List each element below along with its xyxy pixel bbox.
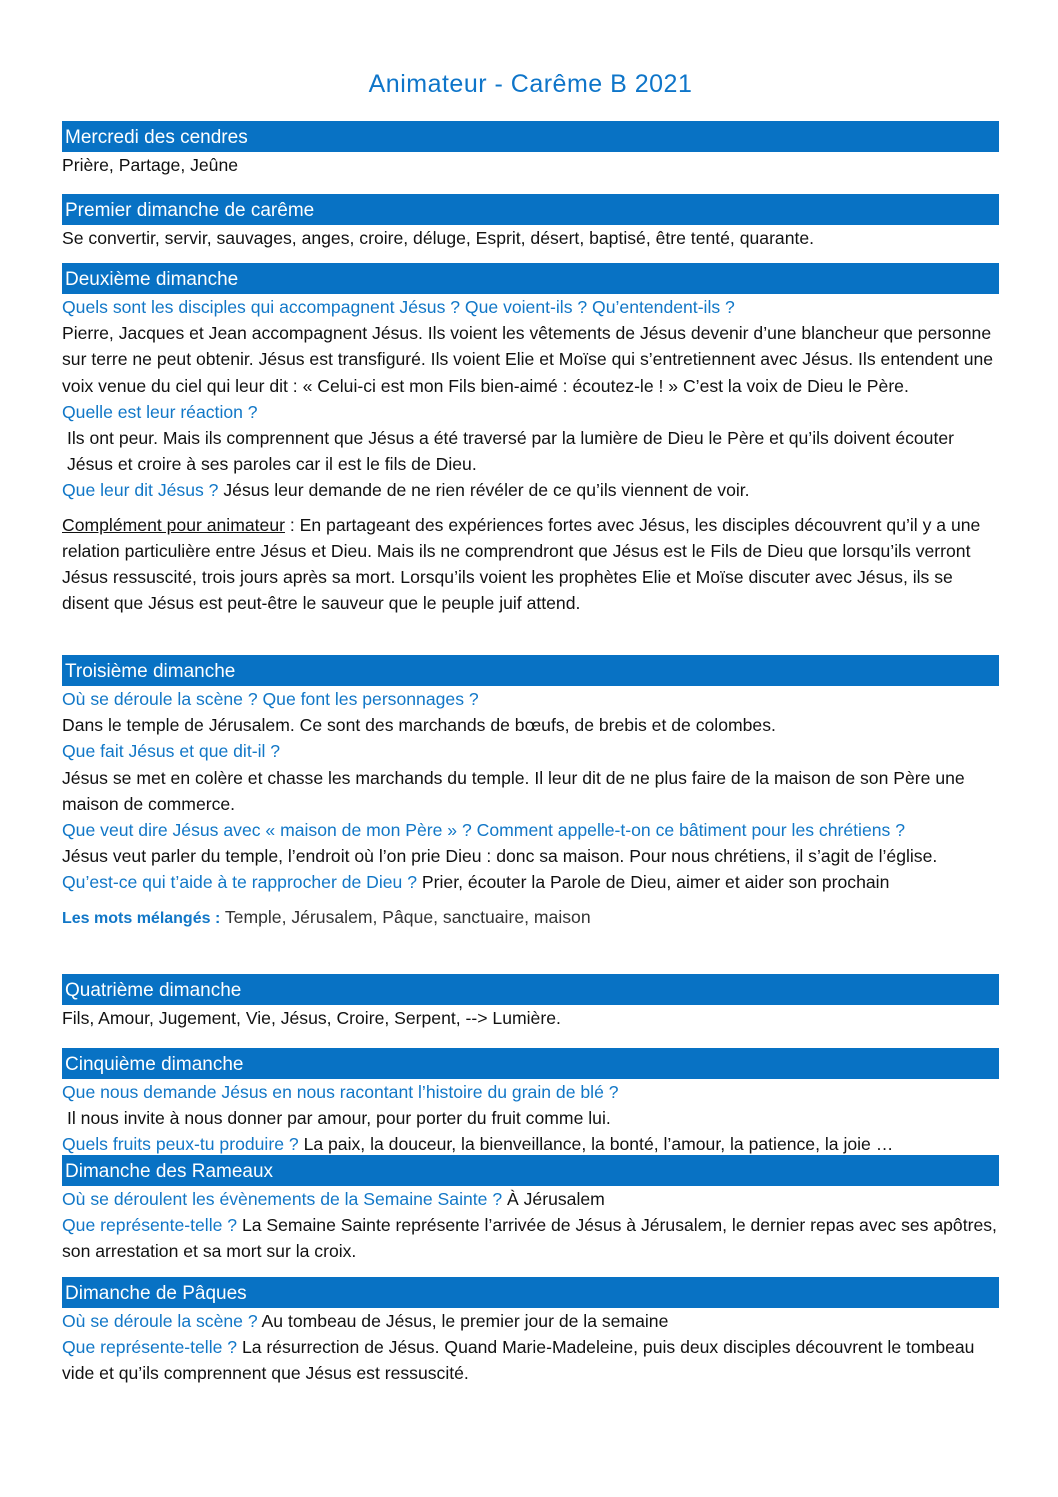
question: Où se déroule la scène ? xyxy=(62,1311,258,1331)
section-heading: Cinquième dimanche xyxy=(62,1048,999,1079)
section-heading: Dimanche des Rameaux xyxy=(62,1155,999,1186)
answer: Jésus se met en colère et chasse les marchands du temple. Il leur dit de ne plus faire de la maison de son Père une maison de commerce. xyxy=(62,767,965,814)
qa-line xyxy=(62,869,999,895)
section-heading: Troisième dimanche xyxy=(62,655,999,686)
section-cinquieme-dimanche xyxy=(62,1048,999,1158)
qa-line xyxy=(62,1186,999,1212)
answer: Pierre, Jacques et Jean accompagnent Jésus. Ils voient les vêtements de Jésus devenir d’une blancheur que personne sur terre ne peut obtenir. Jésus est transfiguré. Ils voient Elie et Moïse qui s’entretiennent avec Jésus. Ils entendent une voix venue du ciel qui leur dit : « Celui-ci est mon Fils bien-aimé : écoutez-le ! » C’est la voix de Dieu le Père. xyxy=(62,323,994,396)
section-dimanche-rameaux xyxy=(62,1155,999,1265)
question: Que veut dire Jésus avec « maison de mon Père » ? Comment appelle-t-on ce bâtiment pour les chrétiens ? xyxy=(62,820,905,841)
section-text: Prière, Partage, Jeûne xyxy=(62,155,239,175)
answer: Ils ont peur. Mais ils comprennent que Jésus a été traversé par la lumière de Dieu le Père et qu’ils doivent écouter Jésus et croire à ses paroles car il est le fils de Dieu. xyxy=(67,428,954,475)
section-text: Se convertir, servir, sauvages, anges, croire, déluge, Esprit, désert, baptisé, être tenté, quarante. xyxy=(62,228,815,248)
section-heading: Premier dimanche de carême xyxy=(62,194,999,225)
answer: Prier, écouter la Parole de Dieu, aimer et aider son prochain xyxy=(421,872,890,893)
section-heading: Quatrième dimanche xyxy=(62,974,999,1005)
page-title: Animateur - Carême B 2021 xyxy=(368,70,693,98)
mots-melanges-line xyxy=(62,904,999,932)
question: Que fait Jésus et que dit-il ? xyxy=(62,741,281,762)
answer: Jésus leur demande de ne rien révéler de ce qu’ils viennent de voir. xyxy=(223,480,750,501)
mots-label: Les mots mélangés : xyxy=(62,909,221,927)
answer: À Jérusalem xyxy=(507,1189,605,1209)
question: Que leur dit Jésus ? xyxy=(62,480,219,501)
answer: Jésus veut parler du temple, l’endroit où l’on prie Dieu : donc sa maison. Pour nous chrétiens, il s’agit de l’église. xyxy=(62,846,938,867)
question: Que représente-telle ? xyxy=(62,1215,238,1236)
question: Quels sont les disciples qui accompagnent Jésus ? Que voient-ils ? Qu’entendent-ils ? xyxy=(62,297,735,317)
question: Qu’est-ce qui t’aide à te rapprocher de Dieu ? xyxy=(62,872,418,893)
mots-list: Temple, Jérusalem, Pâque, sanctuaire, maison xyxy=(224,906,591,927)
complement-label: Complément pour animateur xyxy=(62,514,285,535)
complement-paragraph xyxy=(62,512,999,617)
answer: La Semaine Sainte représente l’arrivée de Jésus à Jérusalem, le dernier repas avec ses apôtres, son arrestation et sa mort sur la croix. xyxy=(62,1215,997,1262)
answer: La paix, la douceur, la bienveillance, la bonté, l’amour, la patience, la joie … xyxy=(303,1134,894,1155)
section-troisieme-dimanche xyxy=(62,655,999,932)
question: Quels fruits peux-tu produire ? xyxy=(62,1134,299,1155)
section-deuxieme-dimanche xyxy=(62,263,999,616)
question: Que représente-telle ? xyxy=(62,1337,238,1358)
qa-line xyxy=(62,477,999,503)
section-quatrieme-dimanche xyxy=(62,974,999,1031)
answer: Au tombeau de Jésus, le premier jour de la semaine xyxy=(261,1311,669,1331)
section-heading: Deuxième dimanche xyxy=(62,263,999,294)
answer: La résurrection de Jésus. Quand Marie-Madeleine, puis deux disciples découvrent le tombeau vide et qu’ils comprennent que Jésus est ressuscité. xyxy=(62,1337,975,1384)
section-text: Fils, Amour, Jugement, Vie, Jésus, Croire, Serpent, --> Lumière. xyxy=(62,1008,561,1028)
qa-line xyxy=(62,1308,999,1334)
section-mercredi-cendres xyxy=(62,121,999,178)
question: Où se déroulent les évènements de la Semaine Sainte ? xyxy=(62,1189,503,1209)
section-premier-dimanche xyxy=(62,194,999,251)
question: Quelle est leur réaction ? xyxy=(62,401,258,422)
section-heading: Mercredi des cendres xyxy=(62,121,999,152)
section-dimanche-paques xyxy=(62,1277,999,1387)
complement-text: : En partageant des expériences fortes avec Jésus, les disciples découvrent qu’il y a une relation particulière entre Jésus et Dieu. Mais ils ne comprendront que Jésus est le Fils de Dieu que lorsqu’ils verront Jésus ressuscité, trois jours après sa mort. Lorsqu’ils voient les prophètes Elie et Moïse discuter avec Jésus, ils se disent que Jésus est peut-être le sauveur que le peuple juif attend. xyxy=(62,514,981,614)
section-heading: Dimanche de Pâques xyxy=(62,1277,999,1308)
question: Où se déroule la scène ? Que font les personnages ? xyxy=(62,689,479,709)
qa-line xyxy=(62,1334,999,1386)
qa-line xyxy=(62,1131,999,1157)
qa-line xyxy=(62,1212,999,1264)
answer: Il nous invite à nous donner par amour, pour porter du fruit comme lui. xyxy=(67,1108,611,1129)
answer: Dans le temple de Jérusalem. Ce sont des marchands de bœufs, de brebis et de colombes. xyxy=(62,715,776,736)
question: Que nous demande Jésus en nous racontant l’histoire du grain de blé ? xyxy=(62,1082,619,1102)
